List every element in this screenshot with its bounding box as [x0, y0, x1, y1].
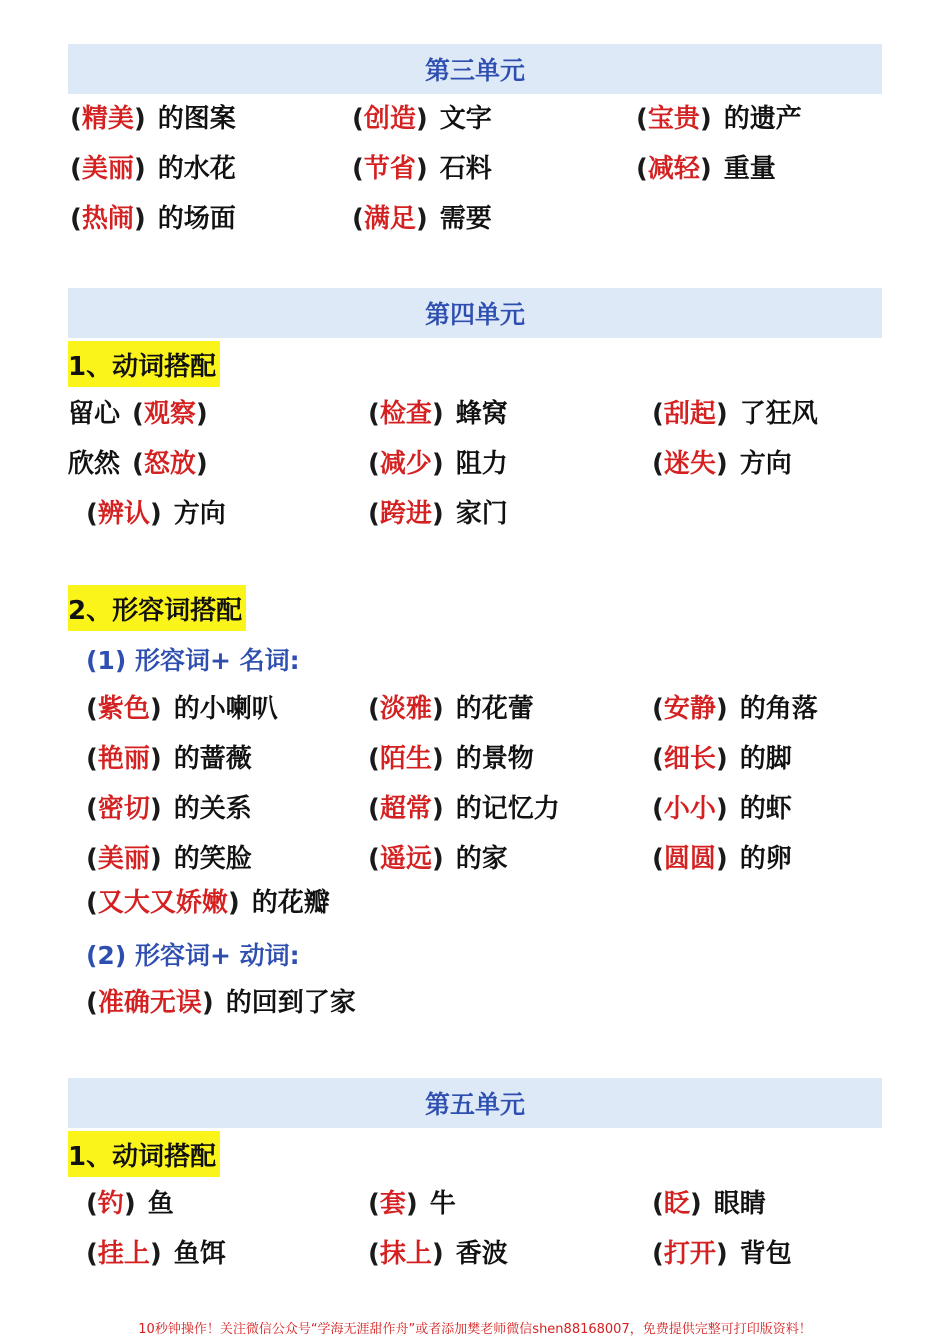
collocation-item: 欣然 (怒放)	[68, 449, 208, 479]
collocation-item: (遥远) 的家	[368, 844, 508, 874]
fixed-word: 的卵	[739, 844, 792, 874]
collocation-row	[0, 494, 950, 534]
collocation-item: (美丽) 的笑脸	[86, 844, 252, 874]
answer-word: 减少	[379, 449, 432, 479]
fixed-word: 石料	[439, 154, 492, 184]
answer-word: 宝贵	[647, 104, 700, 134]
collocation-row	[0, 394, 950, 434]
unit4-adj-heading: 2、形容词搭配	[68, 585, 246, 631]
collocation-row	[0, 149, 950, 189]
fixed-word: 的笑脸	[173, 844, 252, 874]
unit4-banner	[68, 288, 882, 338]
collocation-row	[0, 689, 950, 729]
answer-word: 刮起	[663, 399, 716, 429]
fixed-word: 留心	[68, 399, 121, 429]
fixed-word: 重量	[723, 154, 776, 184]
collocation-item: (小小) 的虾	[652, 794, 792, 824]
fixed-word: 的回到了家	[225, 988, 356, 1018]
collocation-item: (眨) 眼睛	[652, 1189, 766, 1219]
collocation-row	[0, 883, 950, 923]
fixed-word: 蜂窝	[455, 399, 508, 429]
collocation-item: (满足) 需要	[352, 204, 492, 234]
fixed-word: 方向	[739, 449, 792, 479]
answer-word: 遥远	[379, 844, 432, 874]
fixed-word: 了狂风	[739, 399, 818, 429]
answer-word: 检查	[379, 399, 432, 429]
answer-word: 怒放	[143, 449, 196, 479]
fixed-word: 的场面	[157, 204, 236, 234]
collocation-item: (刮起) 了狂风	[652, 399, 818, 429]
fixed-word: 的景物	[455, 744, 534, 774]
fixed-word: 的水花	[157, 154, 236, 184]
answer-word: 辨认	[97, 499, 150, 529]
answer-word: 打开	[663, 1239, 716, 1269]
fixed-word: 欣然	[68, 449, 121, 479]
fixed-word: 的关系	[173, 794, 252, 824]
collocation-item: (辨认) 方向	[86, 499, 226, 529]
answer-word: 满足	[363, 204, 416, 234]
fixed-word: 鱼饵	[173, 1239, 226, 1269]
answer-word: 精美	[81, 104, 134, 134]
collocation-row	[0, 1184, 950, 1224]
unit5-verb-heading: 1、动词搭配	[68, 1131, 220, 1177]
fixed-word: 家门	[455, 499, 508, 529]
fixed-word: 的虾	[739, 794, 792, 824]
collocation-item: (紫色) 的小喇叭	[86, 694, 278, 724]
collocation-row	[0, 789, 950, 829]
answer-word: 小小	[663, 794, 716, 824]
collocation-item: (精美) 的图案	[70, 104, 236, 134]
fixed-word: 的图案	[157, 104, 236, 134]
unit3-banner	[68, 44, 882, 94]
fixed-word: 的花蕾	[455, 694, 534, 724]
collocation-row	[0, 1234, 950, 1274]
collocation-item: (宝贵) 的遗产	[636, 104, 802, 134]
fixed-word: 鱼	[147, 1189, 174, 1219]
collocation-row	[0, 739, 950, 779]
answer-word: 跨进	[379, 499, 432, 529]
collocation-item: (密切) 的关系	[86, 794, 252, 824]
collocation-row	[0, 839, 950, 879]
fixed-word: 的小喇叭	[173, 694, 278, 724]
answer-word: 创造	[363, 104, 416, 134]
answer-word: 热闹	[81, 204, 134, 234]
answer-word: 挂上	[97, 1239, 150, 1269]
answer-word: 美丽	[97, 844, 150, 874]
collocation-item: (又大又娇嫩) 的花瓣	[86, 888, 330, 918]
collocation-row	[0, 444, 950, 484]
answer-word: 套	[379, 1189, 406, 1219]
unit3-title: 第三单元	[424, 56, 525, 85]
answer-word: 钓	[97, 1189, 124, 1219]
answer-word: 观察	[143, 399, 196, 429]
collocation-item: (陌生) 的景物	[368, 744, 534, 774]
fixed-word: 方向	[173, 499, 226, 529]
unit4-adj-verb-subheading: (2) 形容词+ 动词:	[86, 941, 300, 970]
unit5-banner	[68, 1078, 882, 1128]
collocation-item: (创造) 文字	[352, 104, 492, 134]
answer-word: 圆圆	[663, 844, 716, 874]
fixed-word: 文字	[439, 104, 492, 134]
answer-word: 超常	[379, 794, 432, 824]
unit4-verb-heading: 1、动词搭配	[68, 341, 220, 387]
collocation-item: (圆圆) 的卵	[652, 844, 792, 874]
collocation-item: (减轻) 重量	[636, 154, 776, 184]
collocation-item: (艳丽) 的蔷薇	[86, 744, 252, 774]
answer-word: 细长	[663, 744, 716, 774]
collocation-item: (检查) 蜂窝	[368, 399, 508, 429]
answer-word: 眨	[663, 1189, 690, 1219]
collocation-item: (热闹) 的场面	[70, 204, 236, 234]
collocation-row	[0, 199, 950, 239]
collocation-item: (美丽) 的水花	[70, 154, 236, 184]
fixed-word: 牛	[429, 1189, 456, 1219]
unit5-title: 第五单元	[424, 1090, 525, 1119]
collocation-item: (挂上) 鱼饵	[86, 1239, 226, 1269]
answer-word: 减轻	[647, 154, 700, 184]
fixed-word: 阻力	[455, 449, 508, 479]
collocation-item: (打开) 背包	[652, 1239, 792, 1269]
collocation-item: (细长) 的脚	[652, 744, 792, 774]
answer-word: 淡雅	[379, 694, 432, 724]
collocation-item: (淡雅) 的花蕾	[368, 694, 534, 724]
unit4-title: 第四单元	[424, 300, 525, 329]
collocation-item: (安静) 的角落	[652, 694, 818, 724]
fixed-word: 的花瓣	[251, 888, 330, 918]
fixed-word: 的蔷薇	[173, 744, 252, 774]
collocation-row	[0, 99, 950, 139]
collocation-item: (迷失) 方向	[652, 449, 792, 479]
answer-word: 陌生	[379, 744, 432, 774]
answer-word: 又大又娇嫩	[97, 888, 228, 918]
fixed-word: 的角落	[739, 694, 818, 724]
collocation-item: (抹上) 香波	[368, 1239, 508, 1269]
answer-word: 紫色	[97, 694, 150, 724]
collocation-item: (减少) 阻力	[368, 449, 508, 479]
answer-word: 安静	[663, 694, 716, 724]
fixed-word: 的记忆力	[455, 794, 560, 824]
collocation-item: (钓) 鱼	[86, 1189, 174, 1219]
collocation-row	[0, 983, 950, 1023]
collocation-item: (节省) 石料	[352, 154, 492, 184]
answer-word: 艳丽	[97, 744, 150, 774]
collocation-item: (套) 牛	[368, 1189, 456, 1219]
fixed-word: 的遗产	[723, 104, 802, 134]
fixed-word: 香波	[455, 1239, 508, 1269]
collocation-item: (超常) 的记忆力	[368, 794, 560, 824]
answer-word: 准确无误	[97, 988, 202, 1018]
collocation-item: (准确无误) 的回到了家	[86, 988, 356, 1018]
unit4-adj-noun-subheading: (1) 形容词+ 名词:	[86, 646, 300, 675]
answer-word: 密切	[97, 794, 150, 824]
fixed-word: 的脚	[739, 744, 792, 774]
answer-word: 迷失	[663, 449, 716, 479]
fixed-word: 眼睛	[713, 1189, 766, 1219]
collocation-item: (跨进) 家门	[368, 499, 508, 529]
fixed-word: 背包	[739, 1239, 792, 1269]
answer-word: 抹上	[379, 1239, 432, 1269]
footer-note: 10秒钟操作！关注微信公众号“学海无涯甜作舟”或者添加樊老师微信shen88168007，免费提供完整可打印版资料！	[138, 1322, 812, 1337]
answer-word: 节省	[363, 154, 416, 184]
collocation-item: 留心 (观察)	[68, 399, 208, 429]
answer-word: 美丽	[81, 154, 134, 184]
fixed-word: 需要	[439, 204, 492, 234]
fixed-word: 的家	[455, 844, 508, 874]
